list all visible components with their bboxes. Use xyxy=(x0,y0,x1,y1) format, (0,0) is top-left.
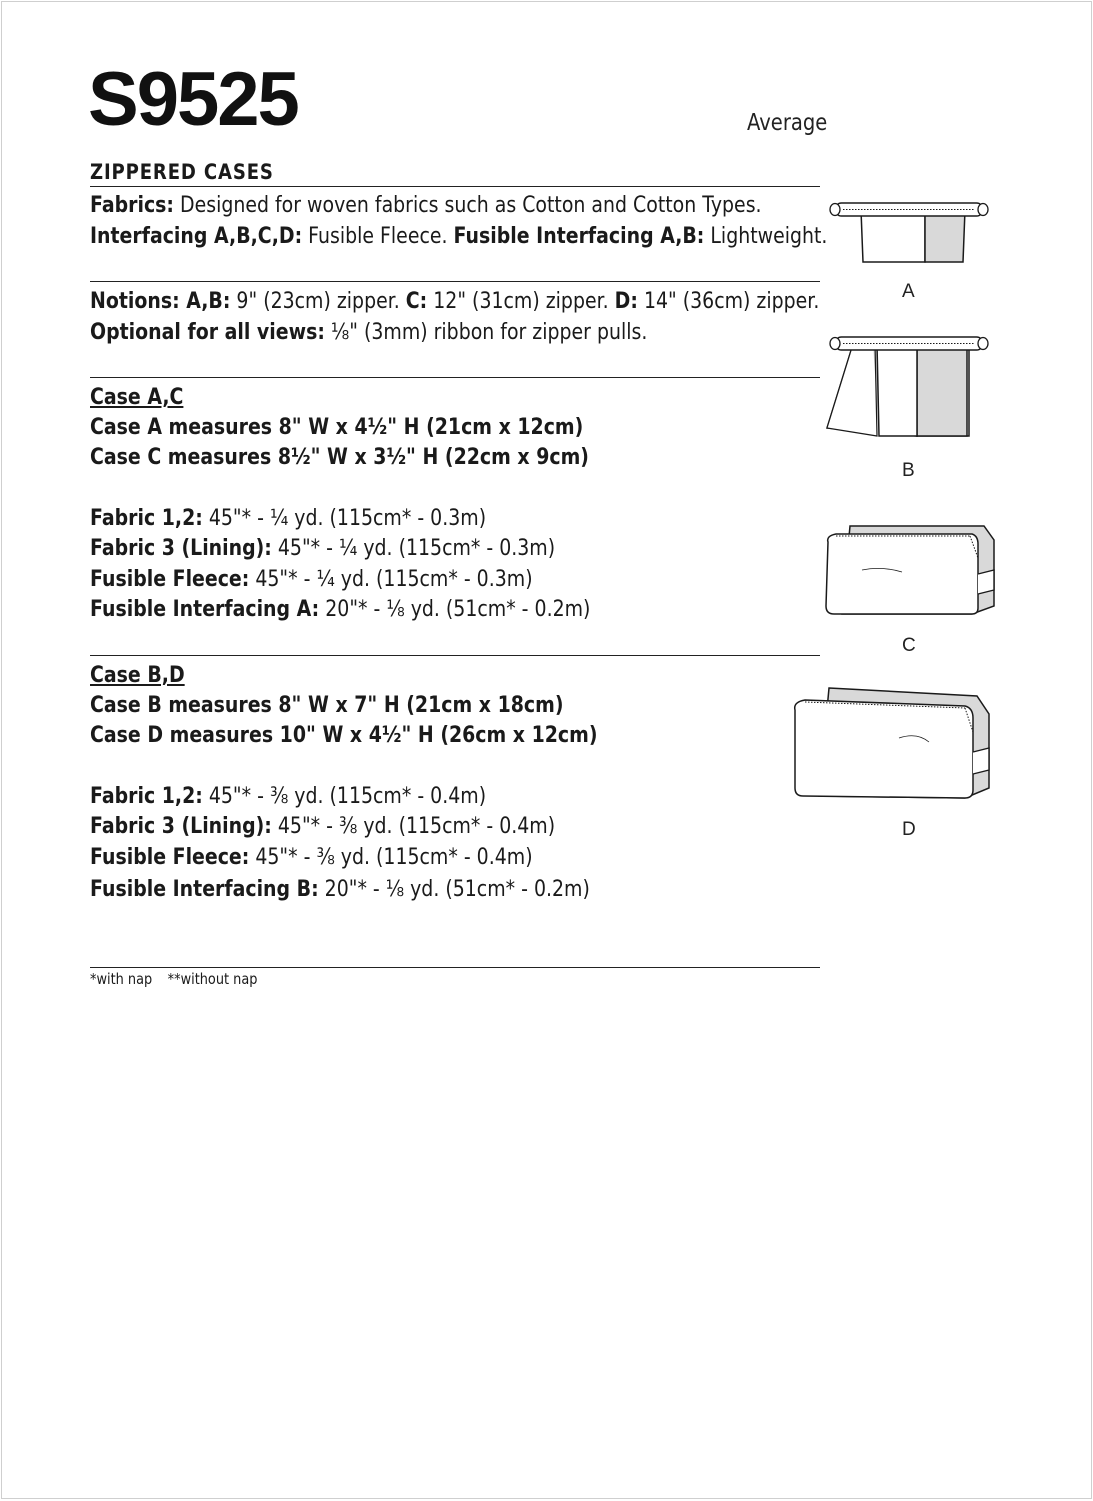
pattern-title: ZIPPERED CASES xyxy=(90,160,274,184)
case-bd-heading: Case B,D xyxy=(90,663,185,688)
view-d-label: D xyxy=(902,819,916,840)
pattern-envelope-back xyxy=(1,1,1092,1499)
yardage-row xyxy=(90,877,590,903)
yardage-value: 20"* - ⅛ yd. (51cm* - 0.2m) xyxy=(319,597,591,622)
yardage-row xyxy=(90,814,555,840)
yardage-value: 45"* - ⅜ yd. (115cm* - 0.4m) xyxy=(271,814,556,839)
yardage-value: 45"* - ⅜ yd. (115cm* - 0.4m) xyxy=(202,784,487,809)
yardage-row xyxy=(90,784,486,810)
pattern-number: S9525 xyxy=(88,57,298,142)
fabrics-label: Fabrics: xyxy=(90,193,174,218)
yardage-row xyxy=(90,597,590,623)
notions-label: Notions: A,B: xyxy=(90,289,231,314)
divider xyxy=(90,377,820,378)
interfacing-line xyxy=(90,224,827,250)
optional-text: ⅛" (3mm) ribbon for zipper pulls. xyxy=(324,320,648,345)
difficulty-level: Average xyxy=(747,110,828,136)
case-b-measure: Case B measures 8" W x 7" H (21cm x 18cm) xyxy=(90,693,564,718)
notions-ab-text: 9" (23cm) zipper. xyxy=(230,289,406,314)
fusible-interfacing-text: Lightweight. xyxy=(704,224,828,249)
fusible-interfacing-label: Fusible Interfacing A,B: xyxy=(453,224,705,249)
yardage-row xyxy=(90,506,486,532)
yardage-value: 45"* - ¼ yd. (115cm* - 0.3m) xyxy=(249,567,533,592)
case-c-measure: Case C measures 8½" W x 3½" H (22cm x 9cm) xyxy=(90,445,589,470)
fabrics-text: Designed for woven fabrics such as Cotton and Cotton Types. xyxy=(173,193,762,218)
yardage-label: Fabric 1,2: xyxy=(90,506,203,531)
yardage-label: Fusible Fleece: xyxy=(90,567,250,592)
yardage-label: Fabric 3 (Lining): xyxy=(90,536,272,561)
view-a-label: A xyxy=(902,281,915,302)
yardage-row xyxy=(90,567,533,593)
notions-d-text: 14" (36cm) zipper. xyxy=(637,289,820,314)
yardage-label: Fusible Fleece: xyxy=(90,845,250,870)
view-d-illustration xyxy=(789,686,999,806)
yardage-value: 45"* - ¼ yd. (115cm* - 0.3m) xyxy=(271,536,556,561)
fabrics-line xyxy=(90,193,762,219)
notions-line xyxy=(90,289,819,315)
yardage-label: Fusible Interfacing A: xyxy=(90,597,320,622)
notions-c-label: C: xyxy=(405,289,428,314)
divider xyxy=(90,186,820,187)
view-a-illustration xyxy=(827,198,987,268)
case-a-measure: Case A measures 8" W x 4½" H (21cm x 12cm) xyxy=(90,415,584,440)
yardage-value: 45"* - ¼ yd. (115cm* - 0.3m) xyxy=(202,506,487,531)
optional-label: Optional for all views: xyxy=(90,320,325,345)
view-b-illustration xyxy=(827,332,987,442)
notions-d-label: D: xyxy=(614,289,638,314)
view-c-illustration xyxy=(822,522,997,622)
yardage-label: Fabric 3 (Lining): xyxy=(90,814,272,839)
yardage-value: 45"* - ⅜ yd. (115cm* - 0.4m) xyxy=(249,845,533,870)
case-d-measure: Case D measures 10" W x 4½" H (26cm x 12cm) xyxy=(90,723,598,748)
divider xyxy=(90,655,820,656)
yardage-row xyxy=(90,536,555,562)
notions-c-text: 12" (31cm) zipper. xyxy=(427,289,615,314)
interfacing-label: Interfacing A,B,C,D: xyxy=(90,224,303,249)
divider xyxy=(90,281,820,282)
footnote-with-nap: *with nap xyxy=(90,970,153,988)
yardage-value: 20"* - ⅛ yd. (51cm* - 0.2m) xyxy=(318,877,590,902)
yardage-row xyxy=(90,845,533,871)
divider xyxy=(90,967,820,968)
footnote-without-nap: **without nap xyxy=(167,970,258,988)
optional-line xyxy=(90,320,647,346)
interfacing-text: Fusible Fleece. xyxy=(302,224,454,249)
view-b-label: B xyxy=(902,460,915,481)
case-ac-heading: Case A,C xyxy=(90,385,184,410)
footnotes xyxy=(90,970,273,988)
yardage-label: Fabric 1,2: xyxy=(90,784,203,809)
view-c-label: C xyxy=(902,635,916,656)
yardage-label: Fusible Interfacing B: xyxy=(90,877,319,902)
